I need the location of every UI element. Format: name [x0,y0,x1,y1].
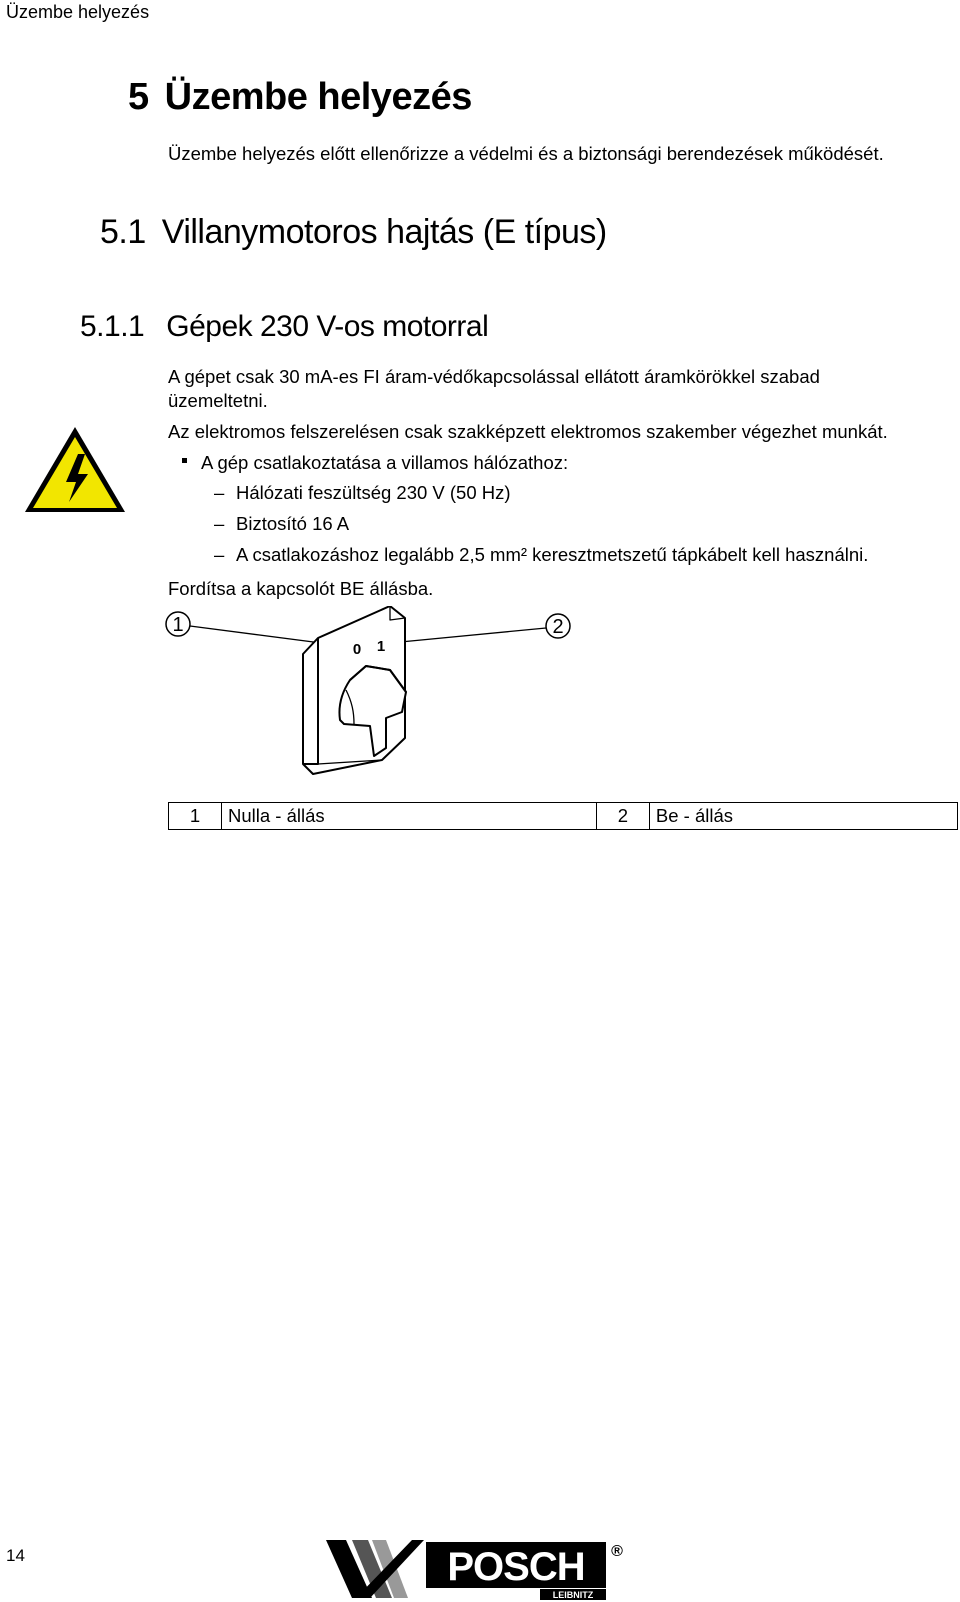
legend-table [168,802,958,830]
dash-marker: – [214,544,225,565]
subsection-title: Villanymotoros hajtás (E típus) [161,213,607,251]
legend-number: 2 [596,803,649,830]
connection-bullet [182,451,568,475]
logo-wordmark: POSCH [447,1545,585,1589]
table-row [169,803,958,830]
legend-label: Be - állás [649,803,957,830]
dash-item-cable [214,543,868,567]
page-number: 14 [6,1546,25,1565]
section-intro: Üzembe helyezés előtt ellenőrizze a védelmi és a biztonsági berendezések működését. [168,143,884,164]
dash-marker: – [214,482,225,503]
rotary-switch [303,606,406,774]
bullet-marker [182,458,187,463]
section-title: Üzembe helyezés [164,76,472,118]
section-number: 5 [128,76,149,118]
closing-instruction: Fordítsa a kapcsolót BE állásba. [168,578,434,599]
dash-item-text: A csatlakozáshoz legalább 2,5 mm² keresztmetszetű tápkábelt kell használni. [236,544,869,565]
logo-subtitle: LEIBNITZ [552,1590,594,1600]
legend-number: 1 [169,803,222,830]
dash-item-text: Biztosító 16 A [236,513,350,534]
bullet-text: A gép csatlakoztatása a villamos hálózathoz: [201,452,569,473]
subsection-number: 5.1 [100,213,146,251]
registered-mark: ® [611,1543,623,1560]
callout-label-2: 2 [552,616,564,638]
electrical-hazard-warning-icon [22,424,128,516]
running-header: Üzembe helyezés [6,2,150,22]
subsubsection-number: 5.1.1 [80,310,145,343]
leader-line-2 [390,628,546,643]
switch-position-0-label: 0 [352,641,362,658]
dash-marker: – [214,513,225,534]
posch-logo [326,1538,636,1602]
qualified-electrician-paragraph: Az elektromos felszerelésen csak szakképzett elektromos szakember végezhet munkát. [168,421,888,442]
subsubsection-title: Gépek 230 V-os motorral [166,310,489,343]
fi-requirement-paragraph: A gépet csak 30 mA-es FI áram-védőkapcsolással ellátott áramkörökkel szabad üzemeltetni. [168,366,820,411]
legend-label: Nulla - állás [222,803,597,830]
dash-item-fuse [214,512,349,536]
section-heading [128,76,472,119]
dash-item-voltage [214,481,511,505]
callout-label-1: 1 [172,614,184,636]
subsubsection-heading [80,310,488,344]
subsection-heading [100,213,607,252]
rotary-switch-figure [160,606,600,790]
dash-item-text: Hálózati feszültség 230 V (50 Hz) [236,482,511,503]
switch-position-1-label: 1 [376,638,386,655]
